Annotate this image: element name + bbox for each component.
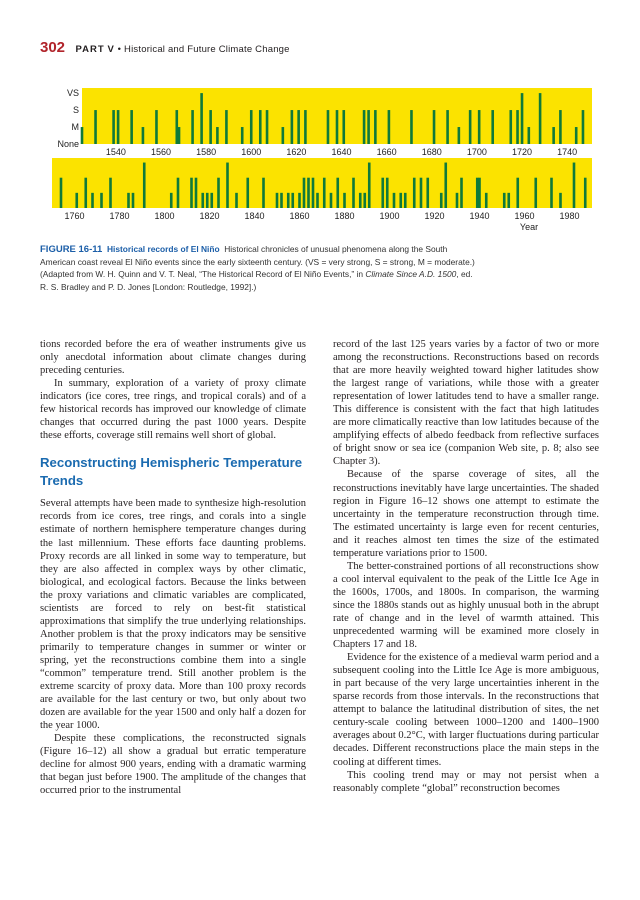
event-bar [225,110,228,144]
event-bar [195,178,198,208]
tick-label: 1920 [424,211,445,221]
event-bar [521,93,524,144]
event-bar [426,178,429,208]
event-bar [491,110,494,144]
event-bar [539,93,542,144]
tick-label: 1600 [241,147,262,157]
event-bar [575,127,578,144]
tick-label: 1660 [376,147,397,157]
tick-label: 1640 [331,147,352,157]
event-bar [368,163,371,208]
event-bar [386,178,389,208]
event-bar [206,193,209,208]
event-bar [262,178,265,208]
event-bar [440,193,443,208]
event-bar [217,178,220,208]
event-bar [374,110,377,144]
event-bar [127,193,130,208]
event-bar [393,193,396,208]
event-bar [100,193,103,208]
event-bar [528,127,531,144]
y-category-label: VS [66,88,79,99]
paragraph: In summary, exploration of a variety of proxy climate indicators (ice cores, tree rings, and tropical corals) and of a few historical records has improved our knowledge of climate changes that occurred during the past 1000 years. Despite these efforts, coverage still remains well short of global. [40,378,306,442]
event-bar [478,178,481,208]
y-category-label: S [72,105,79,116]
event-bar [235,193,238,208]
tick-label: 1960 [514,211,535,221]
event-bar [336,110,339,144]
event-bar [323,178,326,208]
event-bar [458,127,461,144]
event-bar [282,127,285,144]
event-bar [327,110,330,144]
tick-label: 1840 [244,211,265,221]
event-bar [336,178,339,208]
y-category-label: M [71,122,79,133]
tick-label: 1860 [289,211,310,221]
event-bar [413,178,416,208]
tick-label: 1880 [334,211,355,221]
event-bar [559,193,562,208]
event-bar [132,193,135,208]
event-bar [446,110,449,144]
y-category-label: None [57,139,79,149]
event-bar [175,110,178,144]
tick-label: 1700 [466,147,487,157]
tick-label: 1540 [105,147,126,157]
event-bar [155,110,158,144]
tick-label: 1980 [559,211,580,221]
event-bar [410,110,413,144]
event-bar [559,110,562,144]
event-bar [142,127,145,144]
event-bar [352,178,355,208]
event-bar [516,178,519,208]
left-column [40,338,306,797]
event-bar [291,193,294,208]
caption-book: Climate Since A.D. 1500 [365,269,457,280]
section-heading: Reconstructing Hemispheric Temperature Trends [40,455,303,489]
event-bar [478,110,481,144]
tick-label: 1720 [512,147,533,157]
tick-label: 1740 [557,147,578,157]
el-nino-chart [0,0,640,240]
event-bar [550,178,553,208]
event-bar [178,127,181,144]
event-bar [276,193,279,208]
event-bar [330,193,333,208]
event-bar [112,110,115,144]
paragraph: Despite these complications, the reconstructed signals (Figure 16–12) all show a gradual but erratic temperature decline for almost 900 years, ending with a dramatic warming that began just before 1900. The amplitude of the changes that occurred prior to the instrumental [40,733,306,797]
event-bar [201,193,204,208]
event-bar [287,193,290,208]
event-bar [298,193,301,208]
event-bar [143,163,146,208]
event-bar [460,178,463,208]
event-bar [516,110,519,144]
paragraph: Several attempts have been made to synthesize high-resolution records from ice cores, tree rings, and corals into a single estimate of northern hemisphere temperature changes during the last millennium. These efforts face daunting problems. Proxy records are all linked in some way to temperature, but they are also affected in complex ways by other climatic, biological, and ecological factors. Because the links between the proxy variations and climatic variables are complicated, scientists are forced to rely on best-fit statistical approximations that simplify the true underlying relationships. Another problem is that the proxy indicators may be sensitive primarily to temperature changes in summer or winter or spring, yet the reconstructions combine them into a single “common” temperature trend. Still another problem is the extreme scarcity of proxy data. More than 100 proxy records are available for the last century or two, but only about two dozen are available for the year 1500 and only half a dozen for the year 1000. [40,498,306,732]
event-bar [433,110,436,144]
event-bar [404,193,407,208]
event-bar [307,178,310,208]
x-axis-label: Year [519,222,539,232]
caption-text: Historical chronicles of unusual phenomena along the South American coast reveal El Niño events since the early sixteenth century. (VS = very strong, S = strong, M = moderate.) (Adapted from W. H. Quinn and V. T. Neal, “The Historical Record of El Niño Events,” in [40,244,475,280]
event-bar [117,110,120,144]
event-bar [209,110,212,144]
event-bar [109,178,112,208]
tick-label: 1800 [154,211,175,221]
event-bar [476,178,479,208]
event-bar [469,110,472,144]
event-bar [316,193,319,208]
paragraph: Evidence for the existence of a medieval warm period and a subsequent cooling into the Little Ice Age is more ambiguous, in part because of the very large uncertainties inherent in the sparse records from those intervals. In the reconstructions that attempt to balance the latitudinal distribution of sites, the net century-scale cooling between 1000–1200 and 1400–1900 averages about 0.2°C, with larger fluctuations during particular decades. Different reconstructions place the main steps in the cooling at different times. [333,652,599,768]
event-bar [420,178,423,208]
event-bar [363,110,366,144]
event-bar [343,193,346,208]
event-bar [485,193,488,208]
event-bar [81,127,84,144]
event-bar [291,110,294,144]
tick-label: 1780 [109,211,130,221]
event-bar [507,193,510,208]
event-bar [297,110,300,144]
right-column [333,338,599,795]
event-bar [444,163,447,208]
event-bar [177,178,180,208]
event-bar [216,127,219,144]
figure-title: Historical records of El Niño [106,244,220,254]
tick-label: 1560 [150,147,171,157]
event-bar [312,178,315,208]
paragraph: Because of the sparse coverage of sites, all the reconstructions inevitably have large uncertainties. The shaded region in Figure 16–12 shows one attempt to estimate the uncertainty in the temperature reconstruction through time. The estimated uncertainty is large even for recent centuries, and it reaches almost ten times the size of the estimated temperature variations prior to 1500. [333,469,599,559]
event-bar [534,178,537,208]
event-bar [241,127,244,144]
event-bar [304,110,307,144]
event-bar [584,178,587,208]
event-bar [367,110,370,144]
event-bar [266,110,269,144]
event-bar [94,110,97,144]
event-bar [226,163,229,208]
event-bar [170,193,173,208]
event-bar [75,193,78,208]
event-bar [381,178,384,208]
event-bar [60,178,63,208]
paragraph: record of the last 125 years varies by a factor of two or more among the reconstructions. Reconstructions based on records that are more heavily weighted toward higher latitudes show the largest range of variations, while those with a greater representation of lower latitudes tend to have a smaller range. This difference is consistent with the fact that high latitudes are more climatically reactive than low latitudes because of the amplifying effects of albedo feedback from reflective surfaces of bright snow or sea ice (companion Web site, p. 8; also see Chapter 3). [333,339,599,468]
event-bar [552,127,555,144]
event-bar [359,193,362,208]
tick-label: 1900 [379,211,400,221]
event-bar [342,110,345,144]
tick-label: 1620 [286,147,307,157]
event-bar [246,178,249,208]
event-bar [191,110,194,144]
event-bar [130,110,133,144]
event-bar [582,110,585,144]
event-bar [200,93,203,144]
paragraph: This cooling trend may or may not persist when a reasonably complete “global” reconstruction becomes [333,769,599,794]
page-number: 302 [40,39,66,56]
paragraph: tions recorded before the era of weather instruments give us only anecdotal information about climate changes during preceding centuries. [40,339,306,377]
event-bar [363,193,366,208]
event-bar [503,193,506,208]
event-bar [210,193,213,208]
event-bar [280,193,283,208]
event-bar [456,193,459,208]
part-title: PART V • Historical and Future Climate Change [75,44,290,55]
tick-label: 1760 [64,211,85,221]
tick-label: 1680 [421,147,442,157]
event-bar [250,110,253,144]
event-bar [509,110,512,144]
event-bar [399,193,402,208]
event-bar [190,178,193,208]
figure-caption [40,243,480,293]
event-bar [573,163,576,208]
caption-text-end: , ed. R. S. Bradley and P. D. Jones [London: Routledge, 1992].) [40,269,473,292]
event-bar [91,193,94,208]
event-bar [303,178,306,208]
event-bar [388,110,391,144]
tick-label: 1820 [199,211,220,221]
paragraph: The better-constrained portions of all reconstructions show a cool interval equivalent to the peak of the Little Ice Age in the 1600s, 1700s, and 1800s. In comparison, the warming since the 1880s stands out as highly unusual both in the abrupt rate of change and in the level of warmth attained. This unprecedented warming will be examined more closely in Chapters 17 and 18. [333,560,599,651]
tick-label: 1580 [196,147,217,157]
figure-label: FIGURE 16-11 [40,244,103,255]
event-bar [84,178,87,208]
event-bar [259,110,262,144]
tick-label: 1940 [469,211,490,221]
